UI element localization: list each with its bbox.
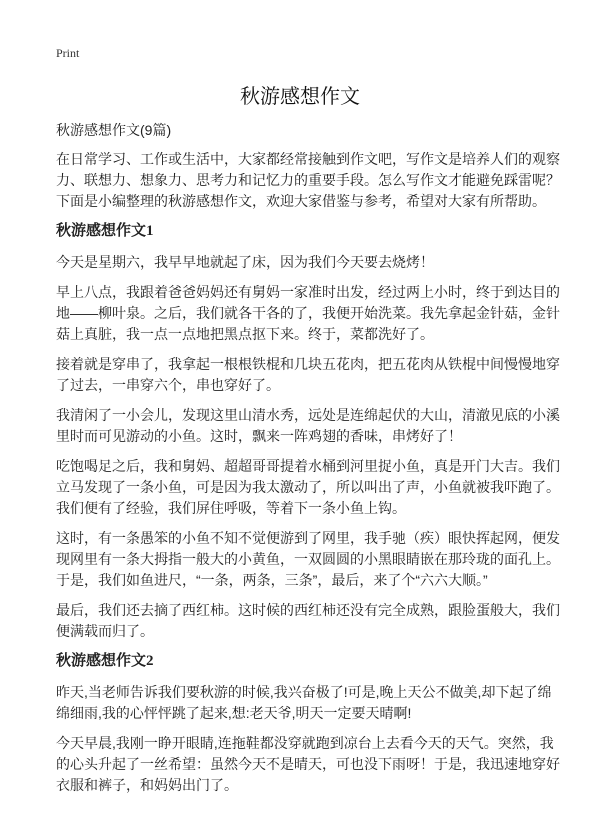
paragraph: [56, 252, 576, 273]
essay-1-heading: 秋游感想作文1: [56, 223, 154, 239]
essay-2-body: [56, 682, 576, 796]
paragraph: [56, 456, 576, 519]
text-line: 我们便有了经验，我们屏住呼吸，等着下一条小鱼上钩。: [56, 500, 406, 516]
text-line: 衣服和裤子，和妈妈出门了。: [56, 777, 238, 793]
text-line: 我清闲了一小会儿，发现这里山清水秀，远处是连绵起伏的大山，清澈见底的小溪: [56, 407, 560, 423]
text-line: 早上八点，我跟着爸爸妈妈还有舅妈一家准时出发，经过两上小时，终于到达目的: [56, 284, 560, 300]
text-line: 力、联想力、想象力、思考力和记忆力的重要手段。怎么写作文才能避免踩雷呢？: [56, 172, 560, 188]
text-line: 今天早晨,我刚一睁开眼睛,连拖鞋都没穿就跑到凉台上去看今天的天气。突然，我: [56, 735, 554, 751]
text-line: 菇上真脏，我一点一点地把黑点抠下来。终于，菜都洗好了。: [56, 326, 434, 342]
paragraph: [56, 528, 576, 591]
paragraph: [56, 405, 576, 447]
essay-1-body: [56, 252, 576, 642]
paragraph: [56, 733, 576, 796]
text-line: 最后，我们还去摘了西红柿。这时候的西红柿还没有完全成熟，跟脸蛋般大，我们: [56, 602, 560, 618]
text-line: 吃饱喝足之后，我和舅妈、超超哥哥提着水桶到河里捉小鱼，真是开门大吉。我们: [56, 458, 560, 474]
essay-2-heading: 秋游感想作文2: [56, 653, 154, 669]
text-line: 便满载而归了。: [56, 623, 154, 639]
text-line: 里时而可见游动的小鱼。这时，飘来一阵鸡翅的香味，串烤好了！: [56, 428, 462, 444]
text-line: 了过去，一串穿六个，串也穿好了。: [56, 377, 280, 393]
intro-paragraph: [56, 149, 576, 212]
text-line: 现网里有一条大拇指一般大的小黄鱼，一双圆圆的小黑眼睛嵌在那玲珑的面孔上。: [56, 551, 560, 567]
text-line: 这时，有一条愚笨的小鱼不知不觉便游到了网里，我手驰（疾）眼快挥起网，便发: [56, 530, 560, 546]
document-subtitle: 秋游感想作文(9篇): [56, 122, 172, 138]
document-body: [56, 120, 576, 805]
text-line: 的心头升起了一丝希望：虽然今天不是晴天，可也没下雨呀！于是，我迅速地穿好: [56, 756, 560, 772]
page-title: 秋游感想作文: [240, 86, 360, 108]
print-link[interactable]: Print: [56, 46, 80, 60]
text-line: 今天是星期六，我早早地就起了床，因为我们今天要去烧烤！: [56, 254, 434, 270]
paragraph: [56, 354, 576, 396]
paragraph: [56, 282, 576, 345]
text-line: 昨天,当老师告诉我们要秋游的时候,我兴奋极了!可是,晚上天公不做美,却下起了绵: [56, 684, 552, 700]
text-line: 在日常学习、工作或生活中，大家都经常接触到作文吧，写作文是培养人们的观察: [56, 151, 560, 167]
text-line: 下面是小编整理的秋游感想作文，欢迎大家借鉴与参考，希望对大家有所帮助。: [56, 193, 546, 209]
text-line: 立马发现了一条小鱼，可是因为我太激动了，所以叫出了声，小鱼就被我吓跑了。: [56, 479, 560, 495]
text-line: 接着就是穿串了，我拿起一根根铁棍和几块五花肉，把五花肉从铁棍中间慢慢地穿: [56, 356, 560, 372]
text-line: 于是，我们如鱼进尺，“一条，两条，三条”，最后，来了个“六六大顺。”: [56, 572, 488, 588]
text-line: 地——柳叶泉。之后，我们就各干各的了，我便开始洗菜。我先拿起金针菇，金针: [56, 305, 560, 321]
paragraph: [56, 682, 576, 724]
paragraph: [56, 600, 576, 642]
text-line: 绵细雨,我的心怦怦跳了起来,想:老天爷,明天一定要天晴啊!: [56, 705, 412, 721]
